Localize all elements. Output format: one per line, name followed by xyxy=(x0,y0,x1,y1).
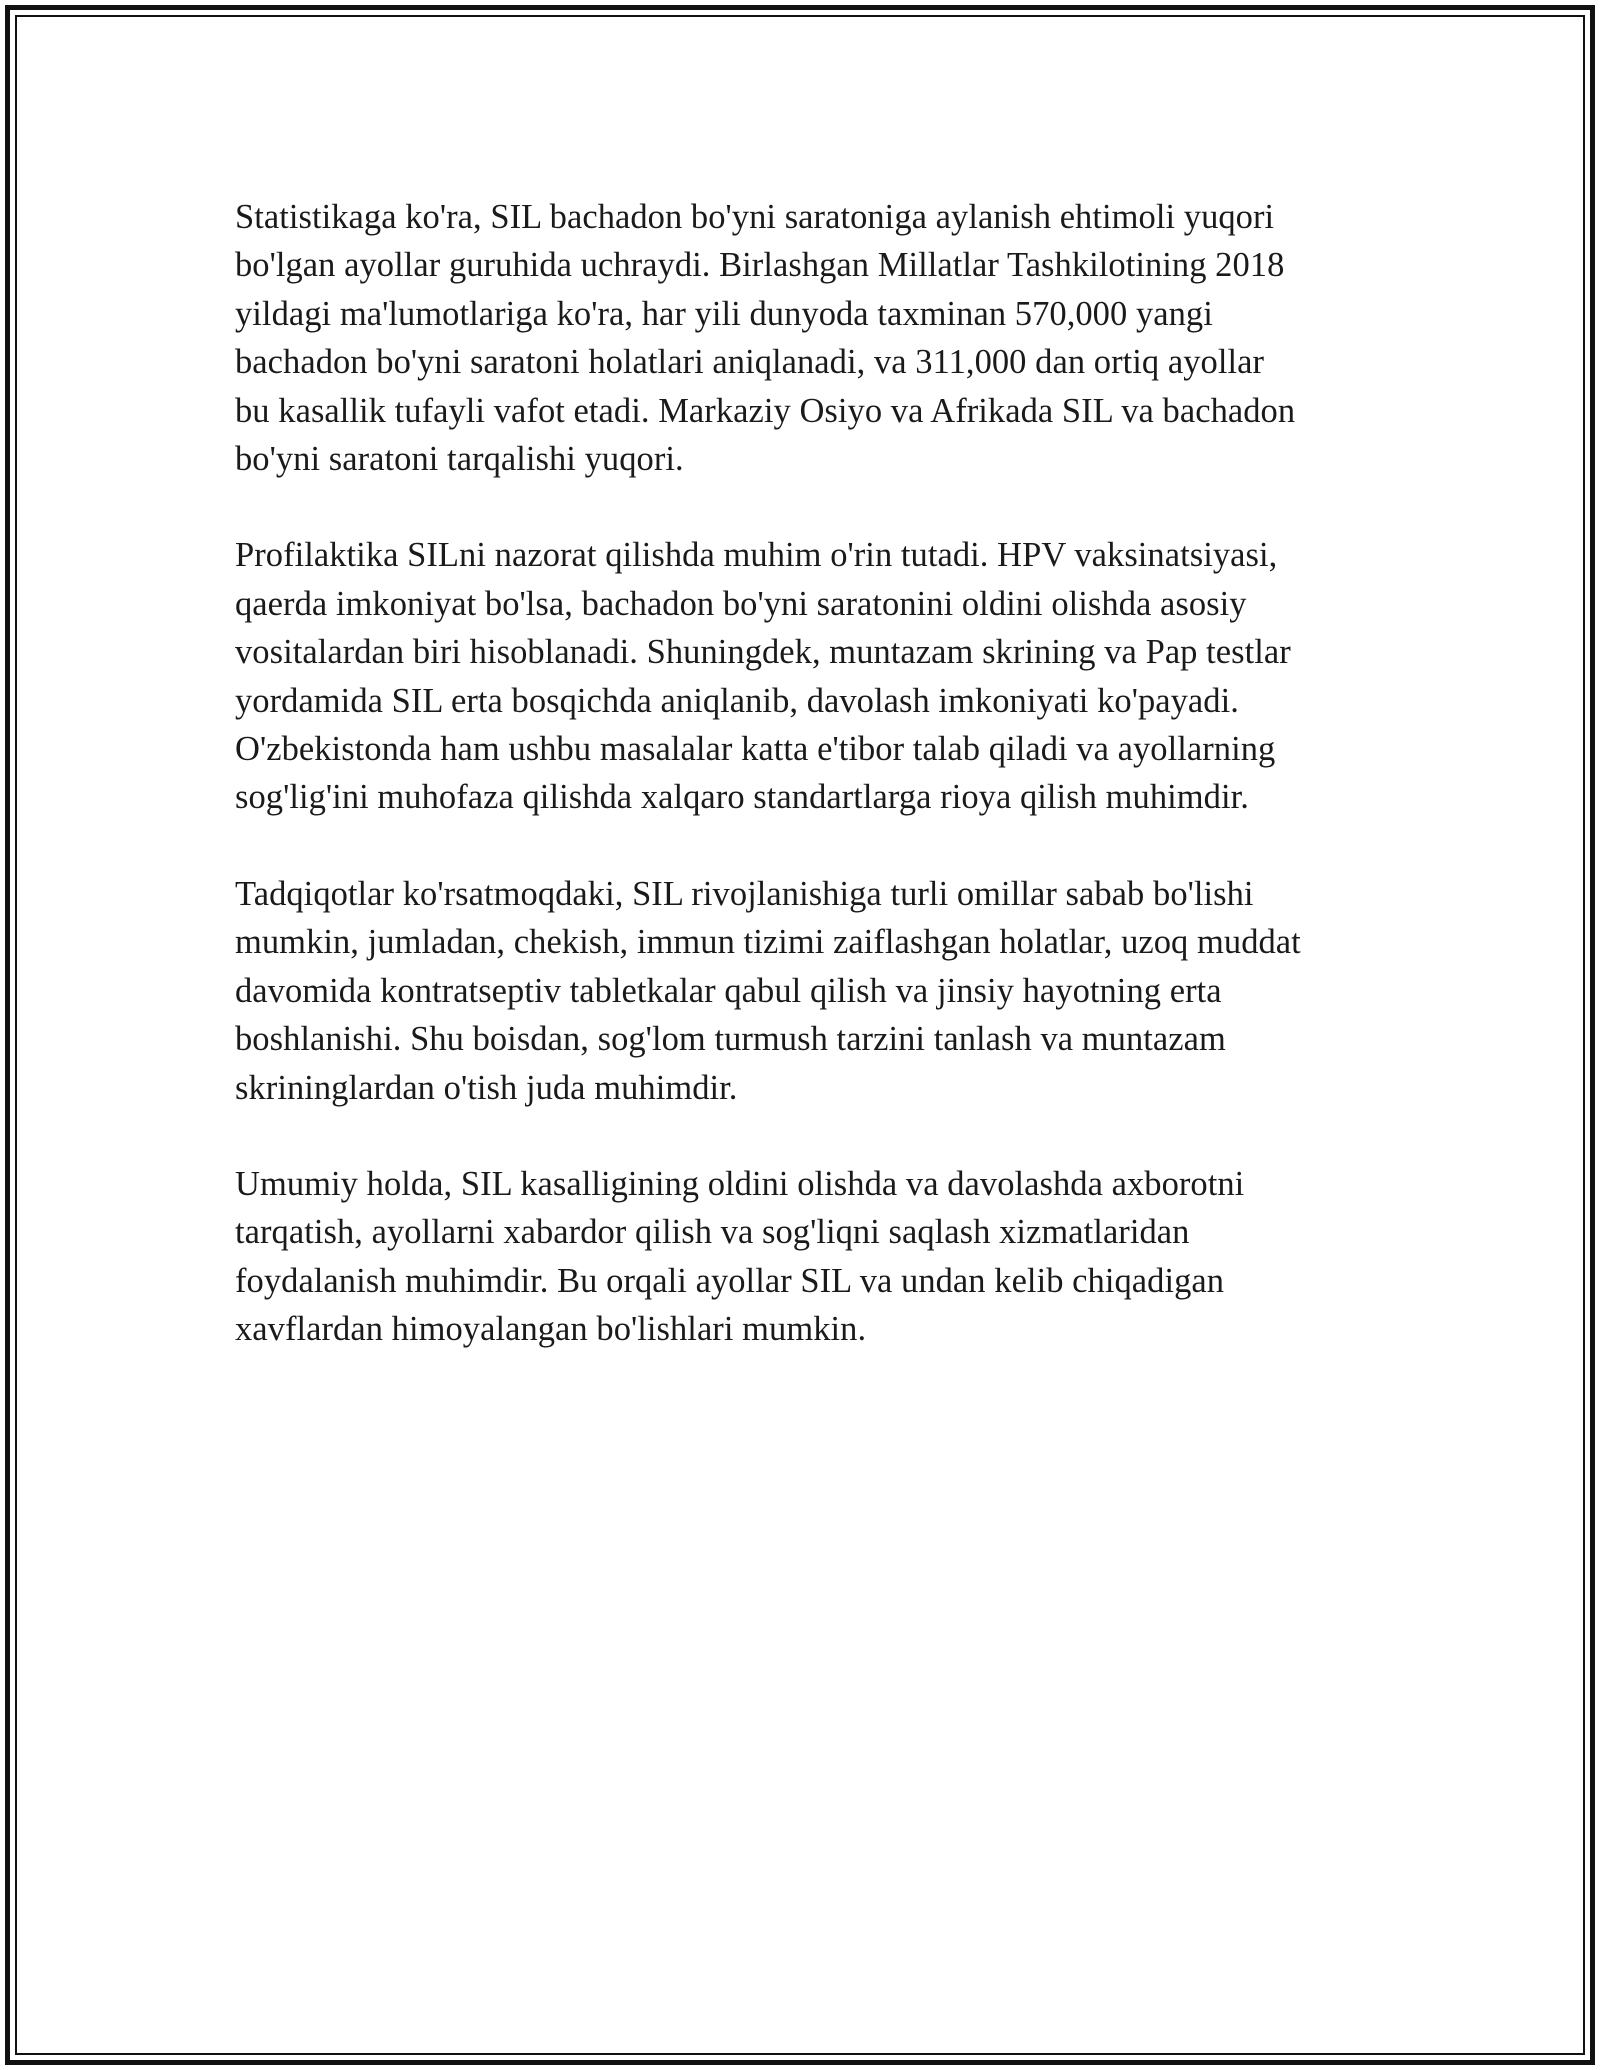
paragraph-research: Tadqiqotlar ko'rsatmoqdaki, SIL rivojlanishiga turli omillar sabab bo'lishi mumkin, jumladan, chekish, immun tizimi zaiflashgan holatlar, uzoq muddat davomida kontratseptiv tabletkalar qabul qilish va jinsiy hayotning erta boshlanishi. Shu boisdan, sog'lom turmush tarzini tanlash va muntazam skrininglardan o'tish juda muhimdir. xyxy=(235,874,1301,1107)
page-frame xyxy=(5,5,1595,2065)
paragraph-statistics: Statistikaga ko'ra, SIL bachadon bo'yni saratoniga aylanish ehtimoli yuqori bo'lgan ayollar guruhida uchraydi. Birlashgan Millatlar Tashkilotining 2018 yildagi ma'lumotlariga ko'ra, har yili dunyoda taxminan 570,000 yangi bachadon bo'yni saratoni holatlari aniqlanadi, va 311,000 dan ortiq ayollar bu kasallik tufayli vafot etadi. Markaziy Osiyo va Afrikada SIL va bachadon bo'yni saratoni tarqalishi yuqori. xyxy=(235,198,1296,479)
document-body xyxy=(235,193,1395,1402)
paragraph-conclusion: Umumiy holda, SIL kasalligining oldini olishda va davolashda axborotni tarqatish, ayollarni xabardor qilish va sog'liqni saqlash xizmatlaridan foydalanish muhimdir. Bu orqali ayollar SIL va undan kelib chiqadigan xavflardan himoyalangan bo'lishlari mumkin. xyxy=(235,1164,1245,1349)
paragraph-prevention: Profilaktika SILni nazorat qilishda muhim o'rin tutadi. HPV vaksinatsiyasi, qaerda imkoniyat bo'lsa, bachadon bo'yni saratonini oldini olishda asosiy vositalardan biri hisoblanadi. Shuningdek, muntazam skrining va Pap testlar yordamida SIL erta bosqichda aniqlanib, davolash imkoniyati ko'payadi. O'zbekistonda ham ushbu masalalar katta e'tibor talab qiladi va ayollarning sog'lig'ini muhofaza qilishda xalqaro standartlarga rioya qilish muhimdir. xyxy=(235,536,1291,817)
